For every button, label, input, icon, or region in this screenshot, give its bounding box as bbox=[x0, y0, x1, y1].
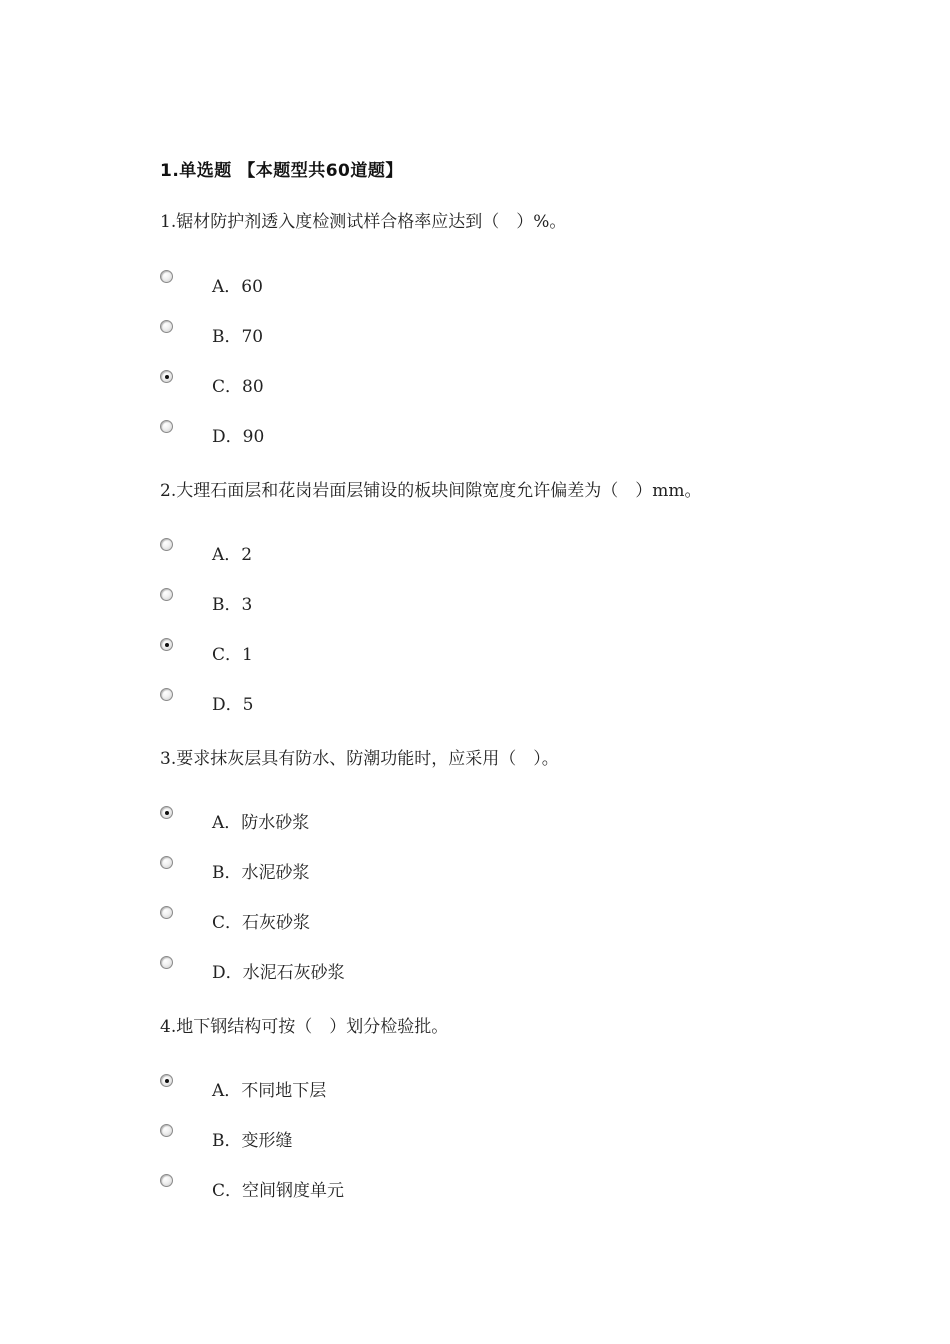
option-2d[interactable] bbox=[160, 688, 560, 715]
option-2a[interactable] bbox=[160, 538, 560, 565]
radio-button[interactable] bbox=[160, 956, 173, 969]
option-label: B．变形缝 bbox=[212, 1131, 293, 1151]
question-stem: 1.锯材防护剂透入度检测试样合格率应达到（ ）%。 bbox=[160, 212, 567, 232]
radio-button[interactable] bbox=[160, 856, 173, 869]
option-label: C．1 bbox=[212, 645, 253, 665]
option-3d[interactable] bbox=[160, 956, 560, 983]
radio-button[interactable] bbox=[160, 320, 173, 333]
radio-button[interactable] bbox=[160, 270, 173, 283]
option-label: D．5 bbox=[212, 695, 254, 715]
option-label: A．2 bbox=[212, 545, 253, 565]
option-4a[interactable] bbox=[160, 1074, 560, 1101]
option-label: D．90 bbox=[212, 427, 265, 447]
option-1c[interactable] bbox=[160, 370, 560, 397]
radio-button[interactable] bbox=[160, 688, 173, 701]
option-label: C．空间钢度单元 bbox=[212, 1181, 345, 1201]
radio-button[interactable] bbox=[160, 420, 173, 433]
option-label: C．石灰砂浆 bbox=[212, 913, 311, 933]
question-stem: 3.要求抹灰层具有防水、防潮功能时，应采用（ ）。 bbox=[160, 749, 559, 769]
option-2b[interactable] bbox=[160, 588, 560, 615]
option-4b[interactable] bbox=[160, 1124, 560, 1151]
radio-button[interactable] bbox=[160, 370, 173, 383]
option-label: C．80 bbox=[212, 377, 264, 397]
section-header: 1.单选题 【本题型共60道题】 bbox=[160, 161, 403, 181]
option-label: A．不同地下层 bbox=[212, 1081, 327, 1101]
radio-button[interactable] bbox=[160, 1074, 173, 1087]
option-1b[interactable] bbox=[160, 320, 560, 347]
radio-button[interactable] bbox=[160, 1174, 173, 1187]
option-2c[interactable] bbox=[160, 638, 560, 665]
question-stem: 4.地下钢结构可按（ ）划分检验批。 bbox=[160, 1017, 449, 1037]
option-1a[interactable] bbox=[160, 270, 560, 297]
question-stem: 2.大理石面层和花岗岩面层铺设的板块间隙宽度允许偏差为（ ）mm。 bbox=[160, 481, 702, 501]
option-3a[interactable] bbox=[160, 806, 560, 833]
radio-button[interactable] bbox=[160, 806, 173, 819]
option-label: B．水泥砂浆 bbox=[212, 863, 310, 883]
radio-button[interactable] bbox=[160, 1124, 173, 1137]
option-1d[interactable] bbox=[160, 420, 560, 447]
option-label: B．70 bbox=[212, 327, 264, 347]
option-3c[interactable] bbox=[160, 906, 560, 933]
radio-button[interactable] bbox=[160, 906, 173, 919]
option-label: A．60 bbox=[212, 277, 263, 297]
radio-button[interactable] bbox=[160, 638, 173, 651]
radio-button[interactable] bbox=[160, 538, 173, 551]
option-label: A．防水砂浆 bbox=[212, 813, 310, 833]
option-4c[interactable] bbox=[160, 1174, 560, 1201]
option-3b[interactable] bbox=[160, 856, 560, 883]
radio-button[interactable] bbox=[160, 588, 173, 601]
option-label: B．3 bbox=[212, 595, 253, 615]
option-label: D．水泥石灰砂浆 bbox=[212, 963, 345, 983]
